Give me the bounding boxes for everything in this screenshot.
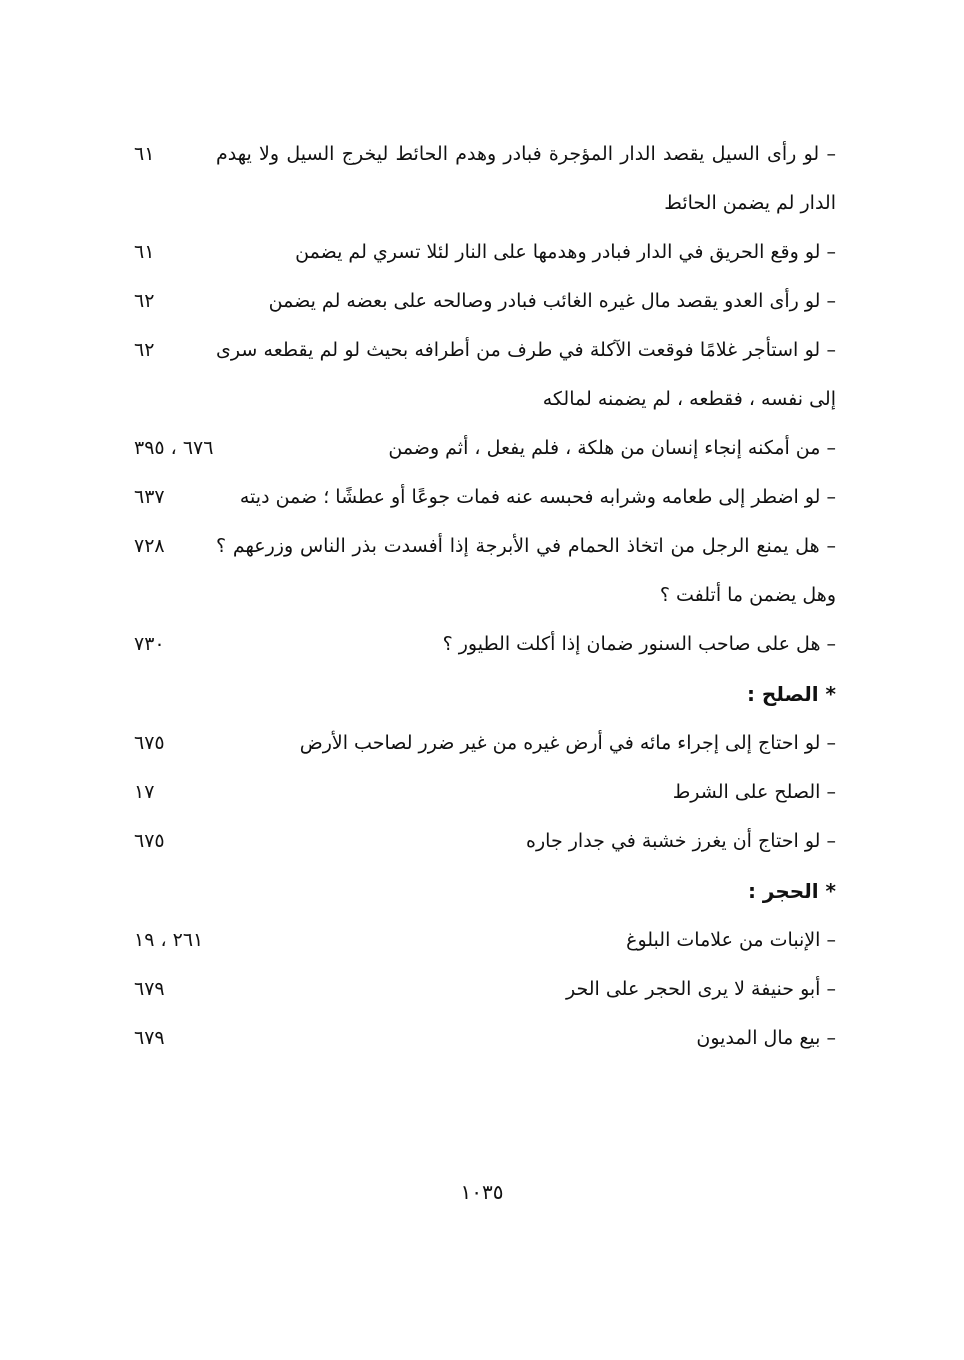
- index-entry: [130, 719, 836, 768]
- entry-pages: ٦٧٩: [134, 978, 165, 1000]
- entry-pages: ٦١: [134, 143, 155, 165]
- entry-pages: ٦٢: [134, 339, 155, 361]
- entry-text: – من أمكنه إنجاء إنسان من هلكة ، فلم يفعل ، أثم وضمن: [388, 437, 836, 459]
- entry-text: – لو رأى العدو يقصد مال غيره الغائب فبادر وصالحه على بعضه لم يضمن: [268, 290, 836, 312]
- index-entry: [130, 522, 836, 620]
- entry-text: – الصلح على الشرط: [672, 781, 836, 803]
- section-heading-sulh: * الصلح :: [746, 682, 836, 706]
- entry-text: – أبو حنيفة لا يرى الحجر على الحر: [565, 978, 836, 1000]
- index-entry: [130, 916, 836, 965]
- entry-text: – هل يمنع الرجل من اتخاذ الحمام في الأبرجة إذا أفسدت بذر الناس وزرعهم ؟ وهل يضمن ما أتلفت ؟: [216, 535, 836, 606]
- entry-pages: ٦٢: [134, 290, 155, 312]
- index-entry: [130, 424, 836, 473]
- entry-pages: ١٧: [134, 781, 155, 803]
- index-page: [130, 130, 836, 1063]
- entry-pages: ٧٣٠: [134, 633, 165, 655]
- entry-pages: ٦٧٩: [134, 1027, 165, 1049]
- entry-text: – لو وقع الحريق في الدار فبادر وهدمها على النار لئلا تسري لم يضمن: [295, 241, 836, 263]
- entry-pages: ٦١: [134, 241, 155, 263]
- index-entry: [130, 326, 836, 424]
- index-entry: [130, 817, 836, 866]
- entry-text: – لو اضطر إلى طعامه وشرابه فحبسه عنه فمات جوعًا أو عطشًا ؛ ضمن ديته: [239, 486, 836, 508]
- entry-pages: ٦٧٥: [134, 830, 165, 852]
- index-entry: [130, 620, 836, 669]
- entry-text: – لو احتاج إلى إجراء مائه في أرض غيره من غير ضرر لصاحب الأرض: [299, 732, 836, 754]
- index-entry: [130, 1014, 836, 1063]
- index-entry: [130, 277, 836, 326]
- index-entry: [130, 768, 836, 817]
- entry-text: – لو استأجر غلامًا فوقعت الآكلة في طرف من أطرافه بحيث لو لم يقطعه سرى إلى نفسه ، فقطعه ، لم يضمنه لمالكه: [216, 339, 836, 410]
- index-entry: [130, 130, 836, 228]
- section-heading-hajr: * الحجر :: [747, 879, 836, 903]
- entry-text: – لو رأى السيل يقصد الدار المؤجرة فبادر وهدم الحائط ليخرج السيل ولا يهدم الدار لم يضمن الحائط: [216, 143, 836, 214]
- entry-pages: ٦٧٥: [134, 732, 165, 754]
- entry-text: – لو احتاج أن يغرز خشبة في جدار جاره: [526, 830, 836, 852]
- index-entry: [130, 473, 836, 522]
- entry-text: – الإنبات من علامات البلوغ: [626, 929, 836, 951]
- entry-pages: ٧٢٨: [134, 535, 165, 557]
- entry-text: – هل على صاحب السنور ضمان إذا أكلت الطيور ؟: [442, 633, 836, 655]
- entry-pages: ٦٣٧: [134, 486, 165, 508]
- entry-text: – بيع مال المديون: [696, 1027, 836, 1049]
- entry-pages: ٢٦١ ، ١٩: [134, 929, 204, 951]
- index-entry: [130, 228, 836, 277]
- index-entry: [130, 965, 836, 1014]
- page-number: ١٠٣٥: [460, 1180, 504, 1204]
- entry-pages: ٦٧٦ ، ٣٩٥: [134, 437, 214, 459]
